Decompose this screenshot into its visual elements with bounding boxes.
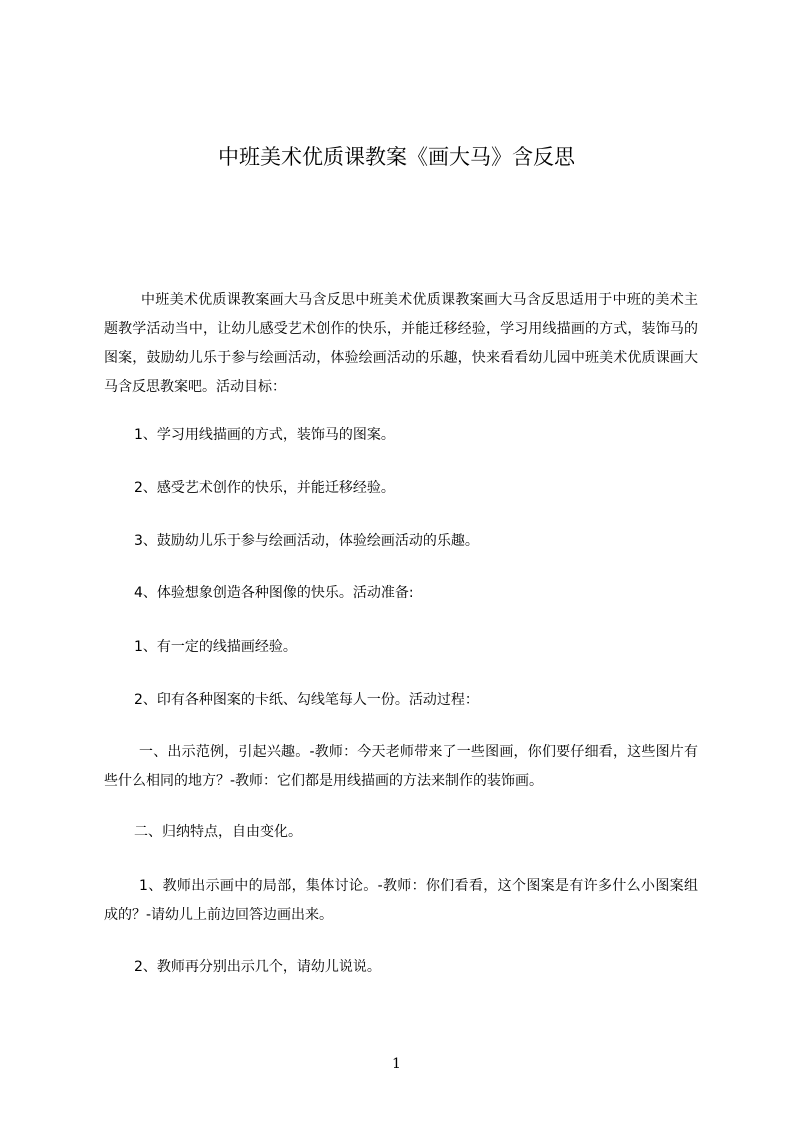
paragraph-process-2: 二、归纳特点，自由变化。: [134, 824, 302, 840]
paragraph-goal-1: 1、学习用线描画的方式，装饰马的图案。: [134, 427, 395, 443]
paragraph-process-2-step-1: 1、教师出示画中的局部，集体讨论。-教师：你们看看，这个图案是有许多什么小图案组成的？-请幼儿上前边回答边画出来。: [104, 878, 698, 923]
paragraph-process-1: 一、出示范例，引起兴趣。-教师：今天老师带来了一些图画，你们要仔细看，这些图片有些什么相同的地方？-教师：它们都是用线描画的方法来制作的装饰画。: [104, 744, 698, 789]
paragraph-prep-2: 2、印有各种图案的卡纸、勾线笔每人一份。活动过程：: [134, 692, 479, 708]
paragraph-goal-4: 4、体验想象创造各种图像的快乐。活动准备:: [134, 585, 414, 601]
paragraph-process-2-step-2: 2、教师再分别出示几个，请幼儿说说。: [134, 959, 381, 975]
page-number: 1: [392, 1056, 401, 1072]
document-title: 中班美术优质课教案《画大马》含反思: [218, 145, 575, 169]
paragraph-goal-3: 3、鼓励幼儿乐于参与绘画活动，体验绘画活动的乐趣。: [134, 533, 479, 549]
paragraph-goal-2: 2、感受艺术创作的快乐，并能迁移经验。: [134, 480, 395, 496]
intro-paragraph: 中班美术优质课教案画大马含反思中班美术优质课教案画大马含反思适用于中班的美术主题教学活动当中，让幼儿感受艺术创作的快乐，并能迁移经验，学习用线描画的方式，装饰马的图案，鼓励幼儿乐于参与绘画活动，体验绘画活动的乐趣，快来看看幼儿园中班美术优质课画大马含反思教案吧。活动目标：: [104, 292, 698, 395]
paragraph-prep-1: 1、有一定的线描画经验。: [134, 639, 297, 655]
